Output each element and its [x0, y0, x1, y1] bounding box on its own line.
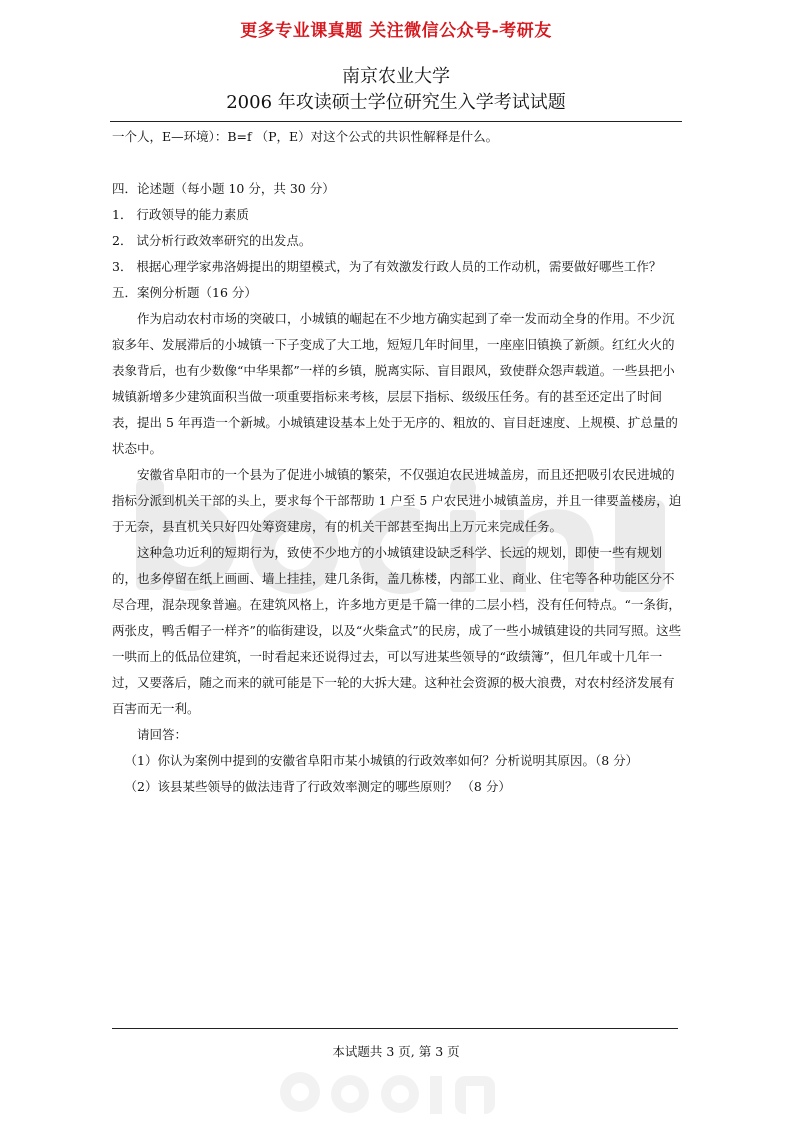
case-paragraph: 作为启动农村市场的突破口，小城镇的崛起在不少地方确实起到了牵一发而动全身的作用。不少沉寂多年、发展滞后的小城镇一下子变成了大工地，短短几年时间里，一座座旧镇换了新颜。红红火火的表象背后，也有少数像“中华果都”一样的乡镇，脱离实际、盲目跟风，致使群众怨声载道。一些县把小城镇新增多少建筑面积当做一项重要指标来考核，层层下指标、级级压任务。有的甚至还定出了时间表，提出 5 年再造一个新城。小城镇建设基本上处于无序的、粗放的、盲目赶速度、上规模、扩总量的状态中。 — [112, 311, 678, 456]
page-footer: 本试题共 3 页, 第 3 页 — [332, 1044, 460, 1059]
case-question: （2）该县某些领导的做法违背了行政效率测定的哪些原则？ （8 分） — [124, 779, 511, 794]
section-5-heading: 五．案例分析题（16 分） — [112, 285, 257, 300]
answer-prompt: 请回答： — [137, 727, 188, 742]
case-paragraph: 这种急功近利的短期行为，致使不少地方的小城镇建设缺乏科学、长远的规划，即使一些有规划的，也多停留在纸上画画、墙上挂挂，建几条街，盖几栋楼，内部工业、商业、住宅等各种功能区分不尽合理，混杂现象普遍。在建筑风格上，许多地方更是千篇一律的二层小档，没有任何特点。“一条街，两张皮，鸭舌帽子一样齐”的临街建设，以及“火柴盒式”的民房，成了一些小城镇建设的共同写照。这些一哄而上的低品位建筑，一时看起来还说得过去，可以写进某些领导的“政绩簿”，但几年或十几年一过，又要落后，随之而来的就可能是下一轮的大拆大建。这种社会资源的极大浪费，对农村经济发展有百害而无一利。 — [112, 545, 682, 716]
exam-title: 2006 年攻读硕士学位研究生入学考试试题 — [226, 92, 566, 113]
case-paragraph: 安徽省阜阳市的一个县为了促进小城镇的繁荣，不仅强迫农民进城盖房，而且还把吸引农民进城的指标分派到机关干部的头上，要求每个干部帮助 1 户至 5 户农民进小城镇盖房，并且一律要盖楼房，迫于无奈，县直机关只好四处筹资建房，有的机关干部甚至掏出上万元来完成任务。 — [112, 467, 682, 534]
question-item: 3． 根据心理学家弗洛姆提出的期望模式，为了有效激发行政人员的工作动机，需要做好哪些工作？ — [112, 259, 662, 274]
question-item: 2． 试分析行政效率研究的出发点。 — [112, 233, 312, 248]
docin-watermark-small — [270, 1060, 530, 1120]
exam-content — [112, 124, 686, 800]
question-item: 1． 行政领导的能力素质 — [112, 207, 249, 222]
header-rule — [110, 121, 682, 122]
section-4-heading: 四．论述题（每小题 10 分，共 30 分） — [112, 181, 335, 196]
case-question: （1）你认为案例中提到的安徽省阜阳市某小城镇的行政效率如何？分析说明其原因。（8 分） — [124, 753, 639, 768]
school-name: 南京农业大学 — [342, 66, 450, 87]
footer-rule — [112, 1028, 678, 1029]
continued-question: 一个人，E—环境）：B=f （P，E）对这个公式的共识性解释是什么。 — [112, 129, 499, 144]
promo-banner: 更多专业课真题 关注微信公众号-考研友 — [240, 21, 552, 41]
spacer — [112, 150, 686, 176]
